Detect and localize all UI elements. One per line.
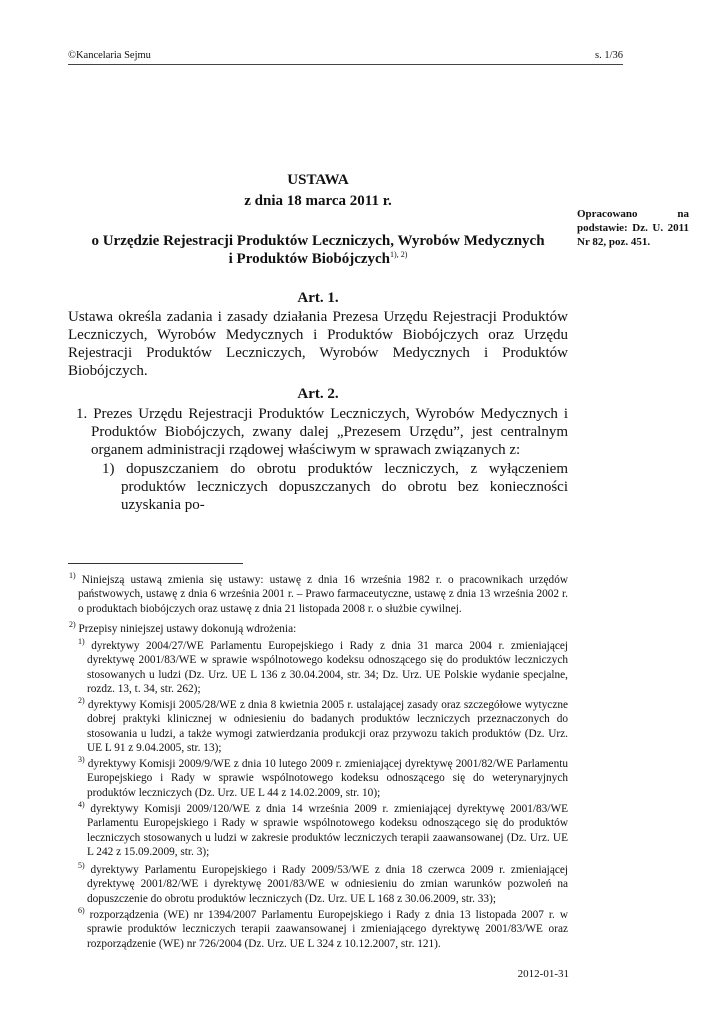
footnote-2-item-text: dyrektywy Parlamentu Europejskiego i Rady 2009/53/WE z dnia 18 czerwca 2009 r. zmieniającej dyrektywę 2001/82/WE i dyrektywę 2001/83/WE w odniesieniu do zmian warunków pozwoleń na dopuszczenie do obrotu produktów leczniczych (Dz. Urz. UE L 168 z 30.06.2009, str. 33); xyxy=(87,864,568,905)
footnote-2-item-text: dyrektywy Komisji 2005/28/WE z dnia 8 kwietnia 2005 r. ustalającej zasady oraz szczegółowe wytyczne dobrej praktyki klinicznej w odniesieniu do badanych produktów leczniczych przeznaczonych do stosowania u ludzi, a także wymogi zatwierdzania produkcji oraz przywozu takich produktów (Dz. Urz. UE L 91 z 9.04.2005, str. 13); xyxy=(87,699,569,755)
footnote-1-mark: 1) xyxy=(69,571,76,581)
footnote-2-item-mark: 6) xyxy=(78,906,85,916)
footnote-2-item xyxy=(78,906,568,951)
footnote-2-item-text: rozporządzenia (WE) nr 1394/2007 Parlamentu Europejskiego i Rady z dnia 13 listopada 2007 r. w sprawie produktów leczniczych terapii zaawansowanej i zmieniającego dyrektywę 2001/83/WE oraz rozporządzenie (WE) nr 726/2004 (Dz. Urz. UE L 324 z 10.12.2007, str. 121). xyxy=(87,909,568,950)
article-1-heading: Art. 1. xyxy=(297,290,339,306)
page-number: s. 1/36 xyxy=(594,50,623,61)
document-title xyxy=(68,232,568,268)
title-footnote-ref[interactable]: 1), 2) xyxy=(390,250,408,259)
article-1-text: Ustawa określa zadania i zasady działania Prezesa Urzędu Rejestracji Produktów Leczniczych, Wyrobów Medycznych i Produktów Biobójczych oraz Urzędu Rejestracji Produktów Leczniczych, Wyrobów Medycznych i Produktów Biobójczych. xyxy=(68,309,568,379)
footnote-2 xyxy=(69,620,568,636)
document-type: USTAWA xyxy=(287,172,349,188)
footnote-2-item-mark: 2) xyxy=(78,696,85,706)
footnote-1-text: Niniejszą ustawą zmienia się ustawy: ustawę z dnia 16 września 1982 r. o pracownikach urzędów państwowych, ustawę z dnia 6 września 2001 r. – Prawo farmaceutyczne, ustawę z dnia 13 września 2002 r. o produktach biobójczych oraz ustawę z dnia 21 listopada 2008 r. o służbie cywilnej. xyxy=(78,574,568,615)
footnote-2-item xyxy=(78,861,568,906)
footnote-2-item-mark: 1) xyxy=(78,637,85,647)
publisher-label: ©Kancelaria Sejmu xyxy=(68,50,151,61)
footnote-2-item xyxy=(78,755,569,800)
footnote-1 xyxy=(69,571,568,616)
document-date: z dnia 18 marca 2011 r. xyxy=(244,193,392,209)
article-2-item-1: 1) dopuszczaniem do obrotu produktów leczniczych, z wyłączeniem produktów leczniczych dopuszczanych do obrotu bez konieczności uzyskania po- xyxy=(102,461,568,513)
footer-date: 2012-01-31 xyxy=(517,968,569,980)
footnote-2-item-text: dyrektywy 2004/27/WE Parlamentu Europejskiego i Rady z dnia 31 marca 2004 r. zmieniającej dyrektywę 2001/83/WE w sprawie wspólnotowego kodeksu odnoszącego się do produktów leczniczych stosowanych u ludzi (Dz. Urz. UE L 136 z 30.04.2004, str. 34; Dz. Urz. UE Polskie wydanie specjalne, rozdz. 13, t. 34, str. 262); xyxy=(87,640,569,696)
title-line-1: o Urzędzie Rejestracji Produktów Leczniczych, Wyrobów Medycznych xyxy=(91,233,545,249)
footnote-2-item xyxy=(78,637,569,697)
source-sidenote: Opracowano na podstawie: Dz. U. 2011 Nr 82, poz. 451. xyxy=(577,208,689,248)
footnote-2-item xyxy=(78,696,569,756)
footnote-2-item-mark: 3) xyxy=(78,755,85,765)
footnote-2-item-mark: 5) xyxy=(78,861,85,871)
article-2-point-1: 1. Prezes Urzędu Rejestracji Produktów Leczniczych, Wyrobów Medycznych i Produktów Biobójczych, zwany dalej „Prezesem Urzędu”, jest centralnym organem administracji rządowej właściwym w sprawach związanych z: xyxy=(76,406,568,458)
title-line-2: i Produktów Biobójczych xyxy=(228,251,391,267)
footnote-2-text: Przepisy niniejszej ustawy dokonują wdrożenia: xyxy=(78,623,297,635)
footnote-2-item-mark: 4) xyxy=(78,800,85,810)
page-header xyxy=(68,50,623,65)
footnote-2-item-text: dyrektywy Komisji 2009/120/WE z dnia 14 września 2009 r. zmieniającej dyrektywę 2001/83/WE Parlamentu Europejskiego i Rady w sprawie wspólnotowego kodeksu odnoszącego się do produktów leczniczych stosowanych u ludzi w zakresie produktów leczniczych terapii zaawansowanej (Dz. Urz. UE L 242 z 15.09.2009, str. 3); xyxy=(87,803,569,859)
footnote-2-mark: 2) xyxy=(69,620,76,630)
footnote-separator xyxy=(68,563,243,564)
footnote-2-item-text: dyrektywy Komisji 2009/9/WE z dnia 10 lutego 2009 r. zmieniającej dyrektywę 2001/82/WE Parlamentu Europejskiego i Rady w sprawie wspólnotowego kodeksu odnoszącego się do weterynaryjnych produktów leczniczych (Dz. Urz. UE L 44 z 14.02.2009, str. 10); xyxy=(87,758,569,799)
footnote-2-item xyxy=(78,800,569,860)
article-2-heading: Art. 2. xyxy=(297,386,339,402)
